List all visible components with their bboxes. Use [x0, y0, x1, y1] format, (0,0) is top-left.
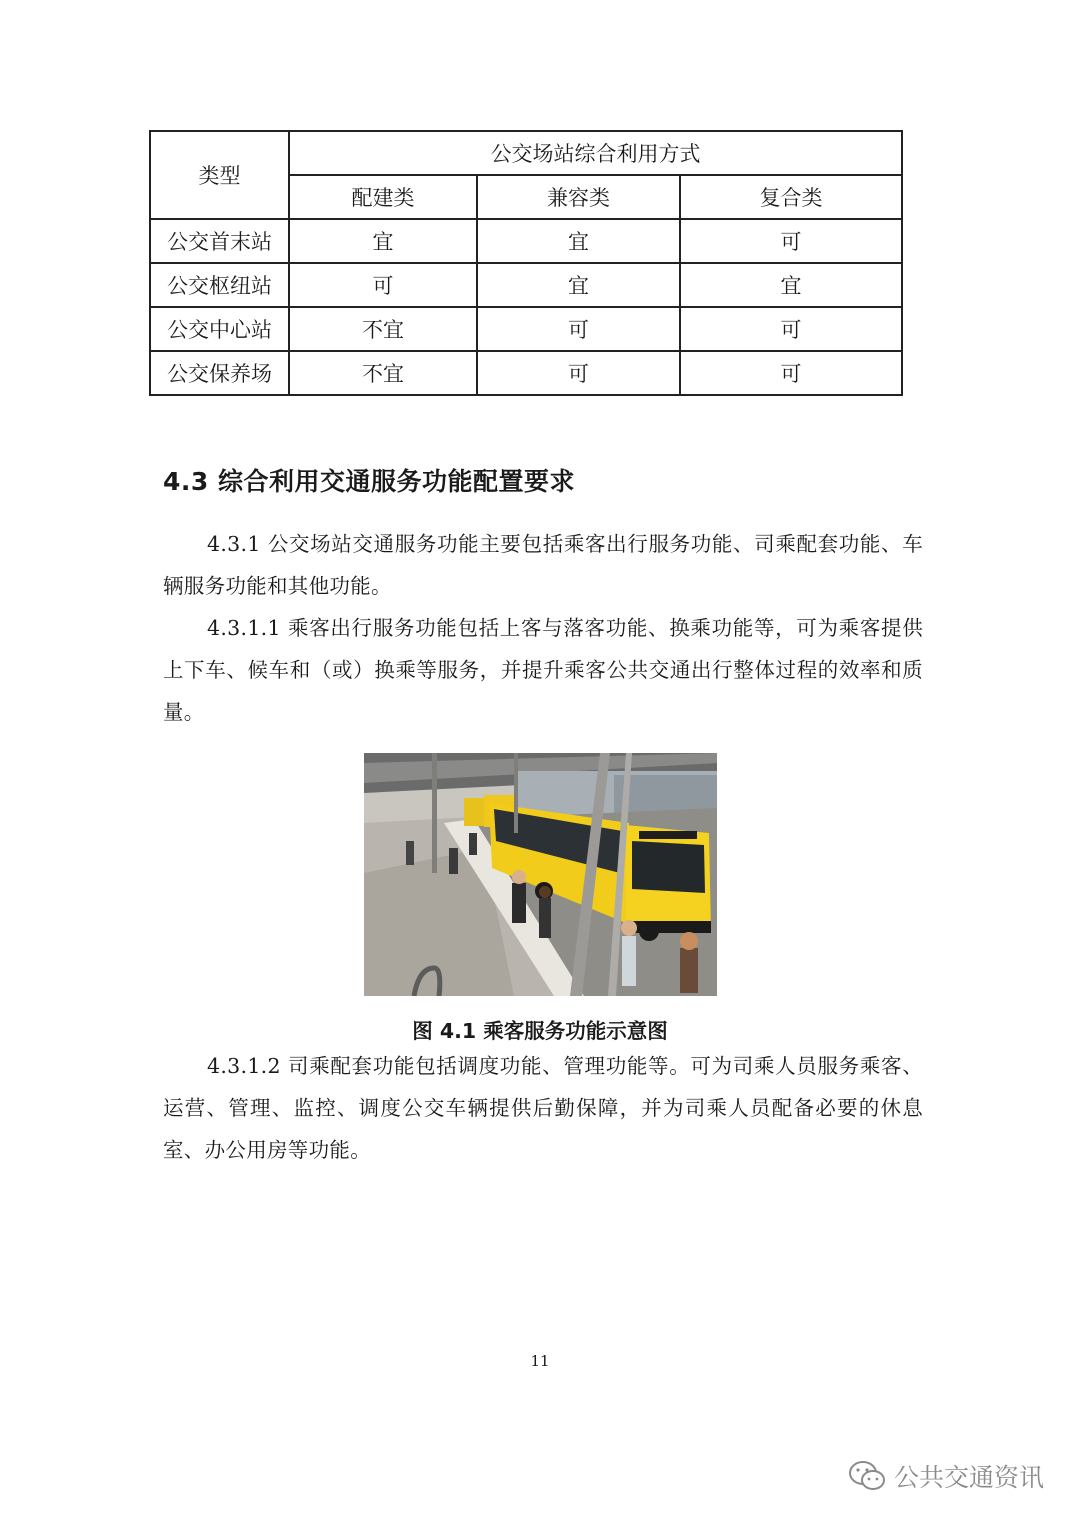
table-cell: 可 — [680, 307, 902, 351]
usage-table — [149, 130, 903, 396]
table-cell: 宜 — [289, 219, 477, 263]
column-header: 兼容类 — [477, 175, 680, 219]
watermark — [848, 1458, 1044, 1494]
table-cell: 可 — [477, 307, 680, 351]
table-cell: 宜 — [680, 263, 902, 307]
paragraph: 4.3.1.1 乘客出行服务功能包括上客与落客功能、换乘功能等，可为乘客提供上下车、候车和（或）换乘等服务，并提升乘客公共交通出行整体过程的效率和质量。 — [163, 616, 923, 724]
row-label: 公交首末站 — [150, 219, 289, 263]
table-row — [150, 219, 902, 263]
table-header-row — [150, 131, 902, 175]
table-cell: 可 — [680, 351, 902, 395]
table-cell: 宜 — [477, 263, 680, 307]
table-cell: 不宜 — [289, 351, 477, 395]
watermark-text: 公共交通资讯 — [893, 1463, 1044, 1492]
page-number: 11 — [530, 1352, 550, 1370]
table-cell: 宜 — [477, 219, 680, 263]
table-cell: 可 — [289, 263, 477, 307]
wechat-icon — [848, 1460, 886, 1492]
column-header: 配建类 — [289, 175, 477, 219]
row-label: 公交保养场 — [150, 351, 289, 395]
paragraph: 4.3.1.2 司乘配套功能包括调度功能、管理功能等。可为司乘人员服务乘客、运营、管理、监控、调度公交车辆提供后勤保障，并为司乘人员配备必要的休息室、办公用房等功能。 — [163, 1054, 923, 1162]
table-row — [150, 351, 902, 395]
header-group-cell: 公交场站综合利用方式 — [289, 131, 902, 175]
table-row — [150, 307, 902, 351]
header-type-cell: 类型 — [150, 131, 289, 219]
section-heading: 4.3 综合利用交通服务功能配置要求 — [163, 467, 575, 496]
table-cell: 可 — [680, 219, 902, 263]
bus-station-photo — [364, 753, 717, 996]
table-cell: 不宜 — [289, 307, 477, 351]
column-header: 复合类 — [680, 175, 902, 219]
table-cell: 可 — [477, 351, 680, 395]
table-row — [150, 263, 902, 307]
paragraph: 4.3.1 公交场站交通服务功能主要包括乘客出行服务功能、司乘配套功能、车辆服务功能和其他功能。 — [163, 532, 923, 598]
row-label: 公交中心站 — [150, 307, 289, 351]
figure-caption: 图 4.1 乘客服务功能示意图 — [412, 1019, 668, 1043]
row-label: 公交枢纽站 — [150, 263, 289, 307]
